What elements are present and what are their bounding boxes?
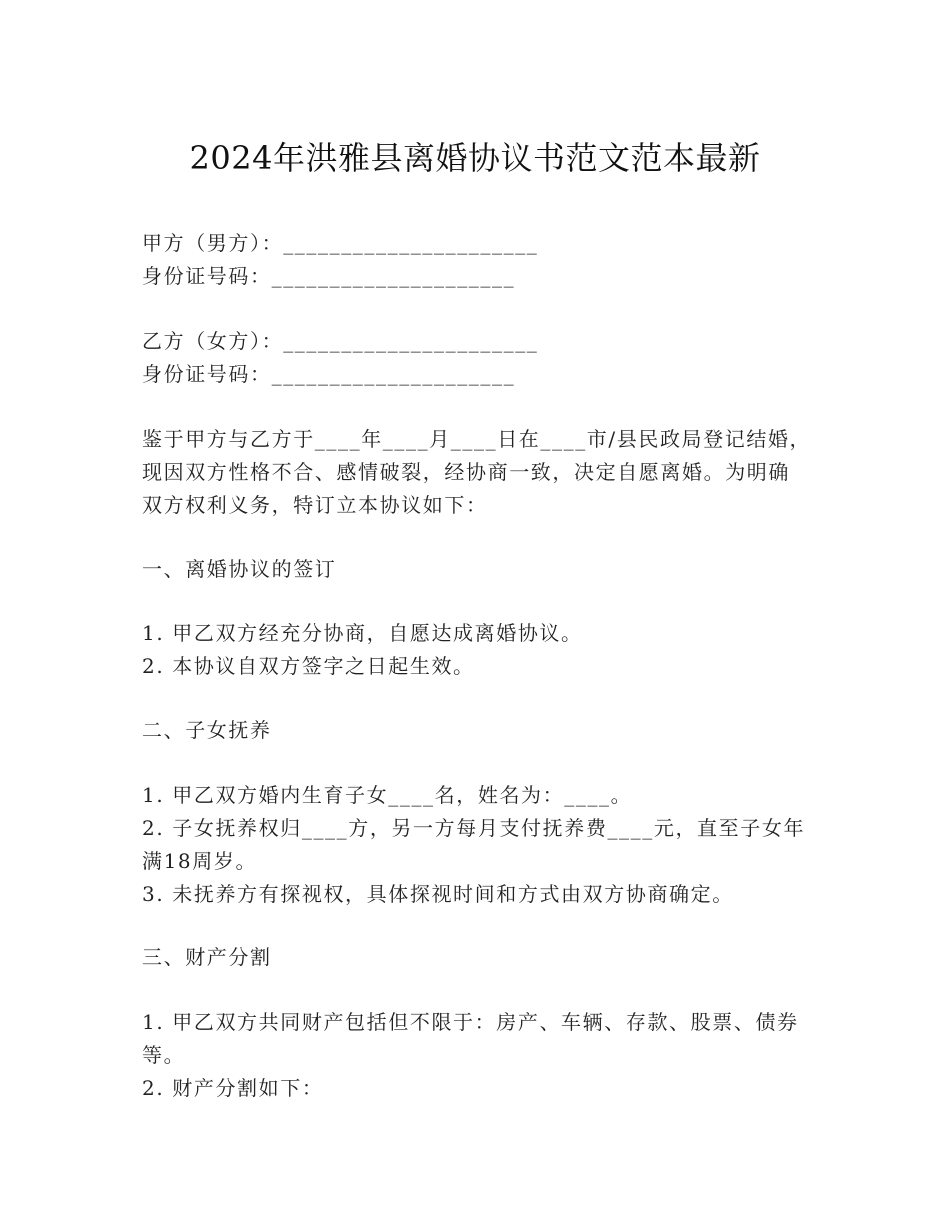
- party-b-name-line: 乙方（女方）：______________________: [142, 329, 539, 353]
- section-item: 2. 本协议自双方签字之日起生效。: [142, 654, 475, 678]
- section-heading-child-custody: 二、子女抚养: [142, 718, 272, 742]
- party-b-id-line: 身份证号码：_____________________: [142, 362, 516, 386]
- section-item: 等。: [142, 1043, 186, 1067]
- section-item: 2. 子女抚养权归____方，另一方每月支付抚养费____元，直至子女年: [142, 816, 806, 840]
- preamble-line: 现因双方性格不合、感情破裂，经协商一致，决定自愿离婚。为明确: [142, 460, 790, 484]
- section-item: 3. 未抚养方有探视权，具体探视时间和方式由双方协商确定。: [142, 882, 734, 906]
- section-heading-signing: 一、离婚协议的签订: [142, 557, 337, 581]
- section-item: 2. 财产分割如下：: [142, 1076, 324, 1100]
- section-item: 1. 甲乙双方经充分协商，自愿达成离婚协议。: [142, 621, 583, 645]
- party-a-id-line: 身份证号码：_____________________: [142, 264, 516, 288]
- section-heading-property-division: 三、财产分割: [142, 945, 272, 969]
- section-item: 满18周岁。: [142, 849, 258, 873]
- section-item: 1. 甲乙双方婚内生育子女____名，姓名为：____。: [142, 783, 633, 807]
- document-title: 2024年洪雅县离婚协议书范文范本最新: [189, 139, 761, 177]
- preamble-line: 双方权利义务，特订立本协议如下：: [142, 493, 488, 517]
- preamble-line: 鉴于甲方与乙方于____年____月____日在____市/县民政局登记结婚，: [142, 427, 812, 451]
- section-item: 1. 甲乙双方共同财产包括但不限于：房产、车辆、存款、股票、债券: [142, 1010, 799, 1034]
- party-a-name-line: 甲方（男方）：______________________: [142, 231, 539, 255]
